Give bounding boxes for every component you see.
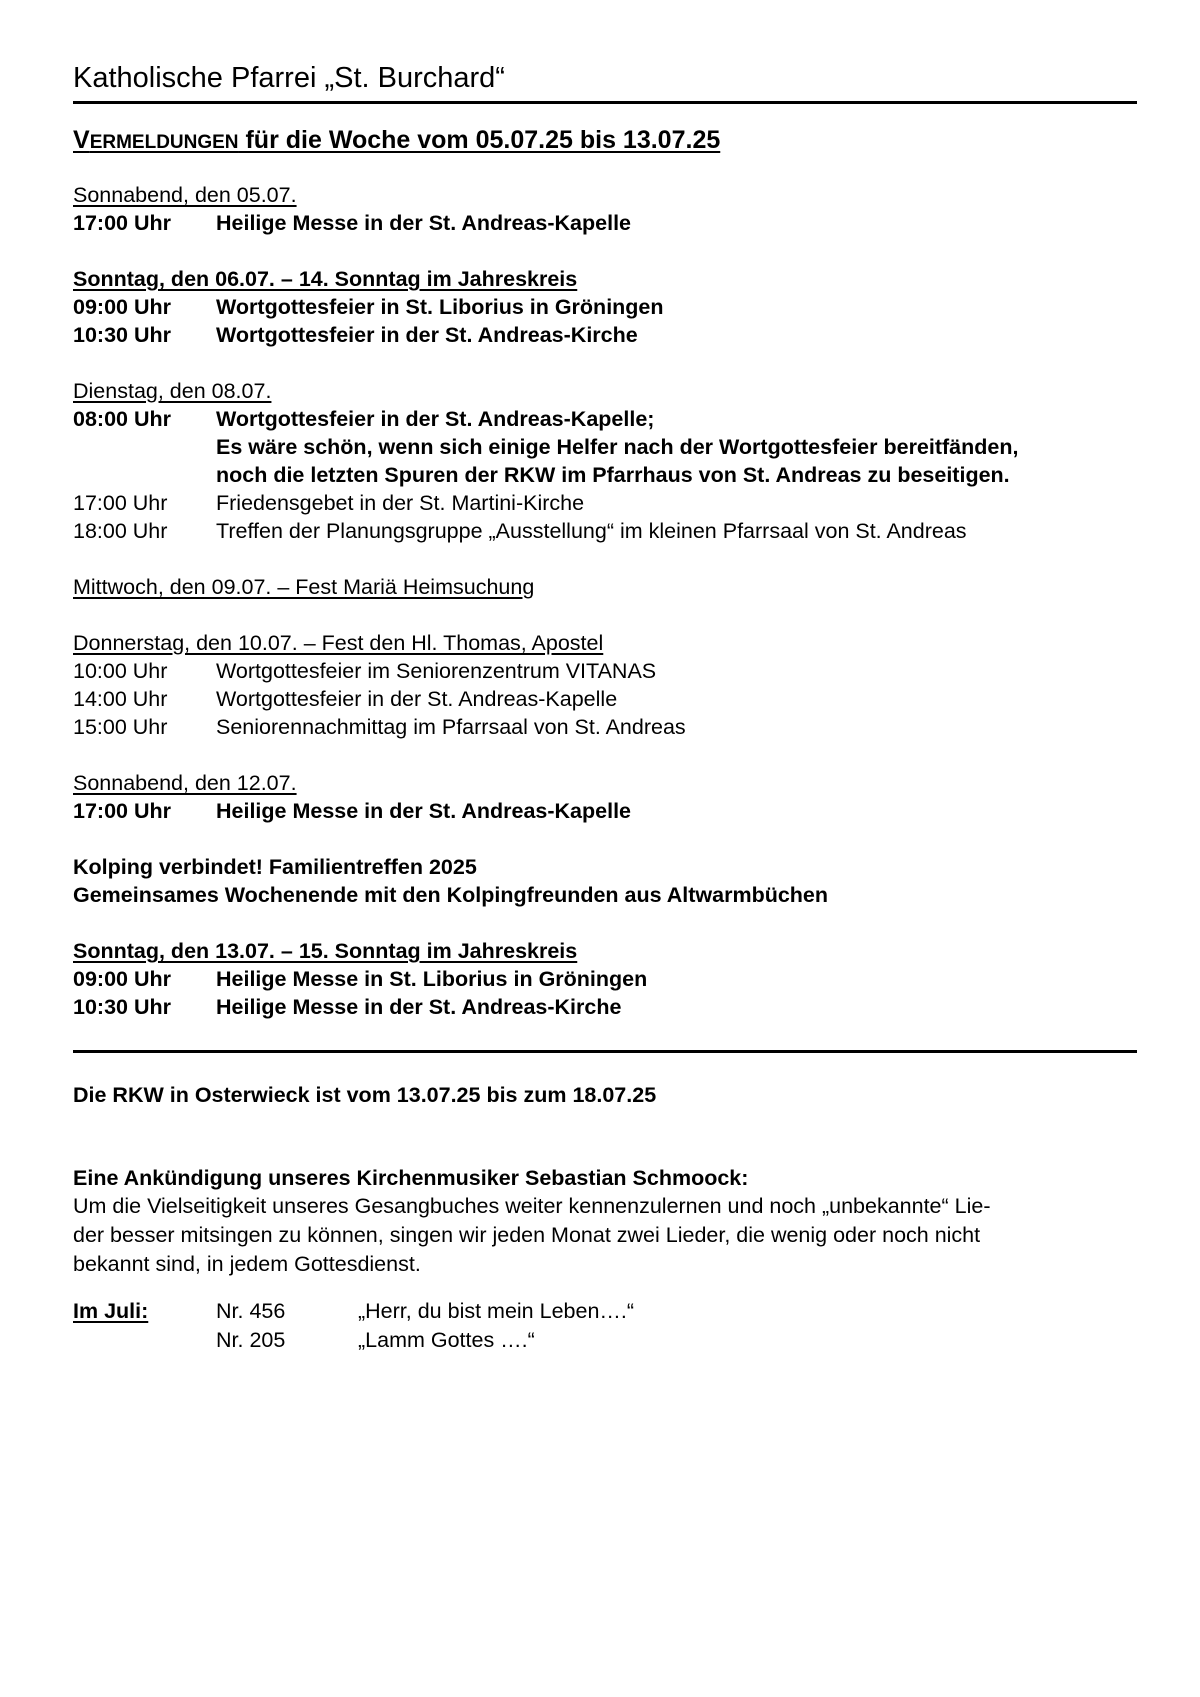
day-block: [73, 629, 1137, 741]
schedule-row: [73, 965, 1137, 993]
song-row: [73, 1297, 1137, 1326]
event-time: 17:00 Uhr: [73, 799, 171, 823]
event-description: Seniorennachmittag im Pfarrsaal von St. Andreas: [216, 715, 686, 739]
announcement-line: bekannt sind, in jedem Gottesdienst.: [73, 1252, 421, 1276]
schedule-row: [73, 685, 1137, 713]
event-description: Treffen der Planungsgruppe „Ausstellung“ im kleinen Pfarrsaal von St. Andreas: [216, 519, 967, 543]
event-time: 10:30 Uhr: [73, 323, 171, 347]
kolping-line: Kolping verbindet! Familientreffen 2025: [73, 855, 477, 879]
heading-smallcaps-initial: V: [73, 126, 90, 154]
event-description: Wortgottesfeier in der St. Andreas-Kapelle: [216, 687, 618, 711]
day-title: Donnerstag, den 10.07. – Fest den Hl. Thomas, Apostel: [73, 631, 604, 655]
day-block: [73, 181, 1137, 237]
day-title: Dienstag, den 08.07.: [73, 379, 272, 403]
event-time: 08:00 Uhr: [73, 407, 171, 431]
event-time: 15:00 Uhr: [73, 715, 168, 739]
heading-week-range: für die Woche vom 05.07.25 bis 13.07.25: [238, 126, 721, 154]
song-title: „Lamm Gottes ….“: [358, 1328, 535, 1352]
heading-smallcaps-rest: ERMELDUNGEN: [89, 132, 239, 153]
event-description: Heilige Messe in der St. Andreas-Kirche: [216, 995, 622, 1019]
day-title: Sonntag, den 06.07. – 14. Sonntag im Jahreskreis: [73, 267, 578, 291]
event-description: Wortgottesfeier in der St. Andreas-Kapelle;: [216, 407, 655, 431]
event-time: 09:00 Uhr: [73, 967, 171, 991]
song-list: [73, 1297, 1137, 1355]
day-block: [73, 573, 1137, 601]
event-description: Heilige Messe in der St. Andreas-Kapelle: [216, 211, 632, 235]
event-description: Wortgottesfeier in St. Liborius in Gröningen: [216, 295, 664, 319]
song-number: Nr. 205: [216, 1328, 286, 1352]
event-description: Es wäre schön, wenn sich einige Helfer nach der Wortgottesfeier bereitfänden,: [216, 435, 1019, 459]
section-divider: [73, 1050, 1137, 1053]
day-block: [73, 769, 1137, 825]
day-title: Sonntag, den 13.07. – 15. Sonntag im Jahreskreis: [73, 939, 578, 963]
event-time: 10:30 Uhr: [73, 995, 171, 1019]
schedule-row: [73, 461, 1137, 489]
event-time: 10:00 Uhr: [73, 659, 168, 683]
parish-title: Katholische Pfarrei „St. Burchard“: [73, 62, 505, 94]
day-block: [73, 377, 1137, 545]
event-description: Heilige Messe in der St. Andreas-Kapelle: [216, 799, 632, 823]
day-title: Sonnabend, den 05.07.: [73, 183, 297, 207]
month-label-spacer: [73, 1326, 216, 1355]
event-description: Wortgottesfeier im Seniorenzentrum VITANAS: [216, 659, 657, 683]
schedule-row: [73, 797, 1137, 825]
schedule-row: [73, 209, 1137, 237]
header-divider: [73, 101, 1137, 104]
announcements-heading: [73, 124, 720, 159]
day-title: Sonnabend, den 12.07.: [73, 771, 297, 795]
schedule-row: [73, 293, 1137, 321]
event-time: 18:00 Uhr: [73, 519, 168, 543]
schedule-row: [73, 657, 1137, 685]
weekly-schedule: [73, 181, 1137, 1049]
event-time: 14:00 Uhr: [73, 687, 168, 711]
schedule-row: [73, 993, 1137, 1021]
event-description: noch die letzten Spuren der RKW im Pfarrhaus von St. Andreas zu beseitigen.: [216, 463, 1010, 487]
schedule-row: [73, 405, 1137, 433]
announcement-line: der besser mitsingen zu können, singen wir jeden Monat zwei Lieder, die wenig oder noch nicht: [73, 1223, 981, 1247]
kolping-line: Gemeinsames Wochenende mit den Kolpingfreunden aus Altwarmbüchen: [73, 883, 829, 907]
music-announcement: [73, 1164, 1137, 1279]
announcement-line: Um die Vielseitigkeit unseres Gesangbuches weiter kennenzulernen und noch „unbekannte“ Lie-: [73, 1194, 991, 1218]
schedule-row: [73, 433, 1137, 461]
event-description: Heilige Messe in St. Liborius in Gröningen: [216, 967, 648, 991]
schedule-row: [73, 321, 1137, 349]
day-title: Mittwoch, den 09.07. – Fest Mariä Heimsuchung: [73, 575, 535, 599]
day-block: [73, 937, 1137, 1021]
rkw-notice: Die RKW in Osterwieck ist vom 13.07.25 bis zum 18.07.25: [73, 1083, 657, 1107]
event-time: 09:00 Uhr: [73, 295, 171, 319]
event-description: Wortgottesfeier in der St. Andreas-Kirche: [216, 323, 638, 347]
schedule-row: [73, 489, 1137, 517]
song-number: Nr. 456: [216, 1299, 286, 1323]
event-time: [73, 433, 216, 461]
song-row: [73, 1326, 1137, 1355]
day-block: [73, 265, 1137, 349]
song-title: „Herr, du bist mein Leben….“: [358, 1299, 635, 1323]
event-time: 17:00 Uhr: [73, 211, 171, 235]
event-description: Friedensgebet in der St. Martini-Kirche: [216, 491, 585, 515]
kolping-notice: [73, 853, 1137, 909]
event-time: 17:00 Uhr: [73, 491, 168, 515]
schedule-row: [73, 517, 1137, 545]
schedule-row: [73, 713, 1137, 741]
month-label: Im Juli:: [73, 1299, 149, 1323]
announcement-title: Eine Ankündigung unseres Kirchenmusiker Sebastian Schmoock:: [73, 1166, 749, 1190]
event-time: [73, 461, 216, 489]
